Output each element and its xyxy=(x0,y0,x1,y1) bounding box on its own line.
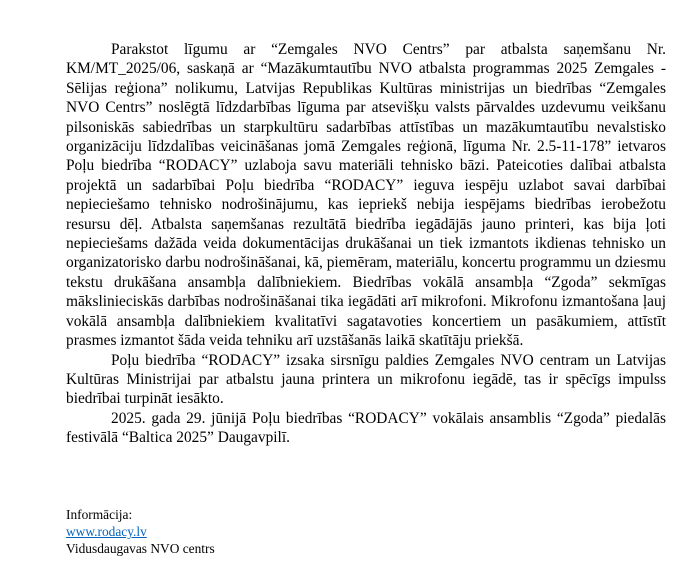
organization-name: Vidusdaugavas NVO centrs xyxy=(66,541,215,556)
paragraph-main: Parakstot līgumu ar “Zemgales NVO Centrs” par atbalsta saņemšanu Nr. KM/MT_2025/06, saskaņā ar “Mazākumtautību NVO atbalsta programmas 2025 Zemgales - Sēlijas reģiona” nolikumu, Latvijas Republikas Kultūras ministrijas un biedrības “Zemgales NVO Centrs” noslēgtā līdzdarbības līguma par atsevišķu valsts pārvaldes uzdevumu veikšanu pilsoniskās sabiedrības un starpkultūru sadarbības attīstības un mazākumtautību nevalstisko organizāciju līdzdalības veicināšanas jomā Zemgales reģionā, līguma Nr. 2.5-11-178” ietvaros Poļu biedrība “RODACY” uzlaboja savu materiāli tehnisko bāzi. Pateicoties dalībai atbalsta projektā un sadarbībai Poļu biedrība “RODACY” ieguva iespēju uzlabot savai darbībai nepieciešamo tehnisko nodrošinājumu, kas iepriekš nebija iespējams biedrības ierobežotu resursu dēļ. Atbalsta saņemšanas rezultātā biedrība iegādājās jauno printeri, kas bija ļoti nepieciešams dažāda veida dokumentācijas drukāšanai un tiek izmantots ikdienas tehnisko un organizatorisko darbu nodrošināšanai, kā, piemēram, materiālu, koncertu programmu un dziesmu tekstu drukāšana ansambļa dalībniekiem. Biedrības vokālā ansambļa “Zgoda” sekmīgas mākslinieciskās darbības nodrošināšanai tika iegādāti arī mikrofoni. Mikrofonu izmantošana ļauj vokālā ansambļa dalībniekiem kvalitatīvi sagatavoties koncertiem un pasākumiem, attīstīt prasmes izmantot šāda veida tehniku arī uzstāšanās laikā skatītāju priekšā. xyxy=(66,41,666,350)
website-link[interactable]: www.rodacy.lv xyxy=(66,524,147,539)
info-block xyxy=(66,506,215,557)
paragraph-thanks: Poļu biedrība “RODACY” izsaka sirsnīgu paldies Zemgales NVO centram un Latvijas Kultūras Ministrijai par atbalstu jauna printera un mikrofonu iegādē, tas ir spēcīgs impulss biedrībai turpināt iesākto. xyxy=(66,351,666,408)
info-label: Informācija: xyxy=(66,507,133,522)
paragraph-festival: 2025. gada 29. jūnijā Poļu biedrības “RODACY” vokālais ansamblis “Zgoda” piedalās festivālā “Baltica 2025” Daugavpilī. xyxy=(66,409,666,447)
document-body xyxy=(66,40,666,448)
